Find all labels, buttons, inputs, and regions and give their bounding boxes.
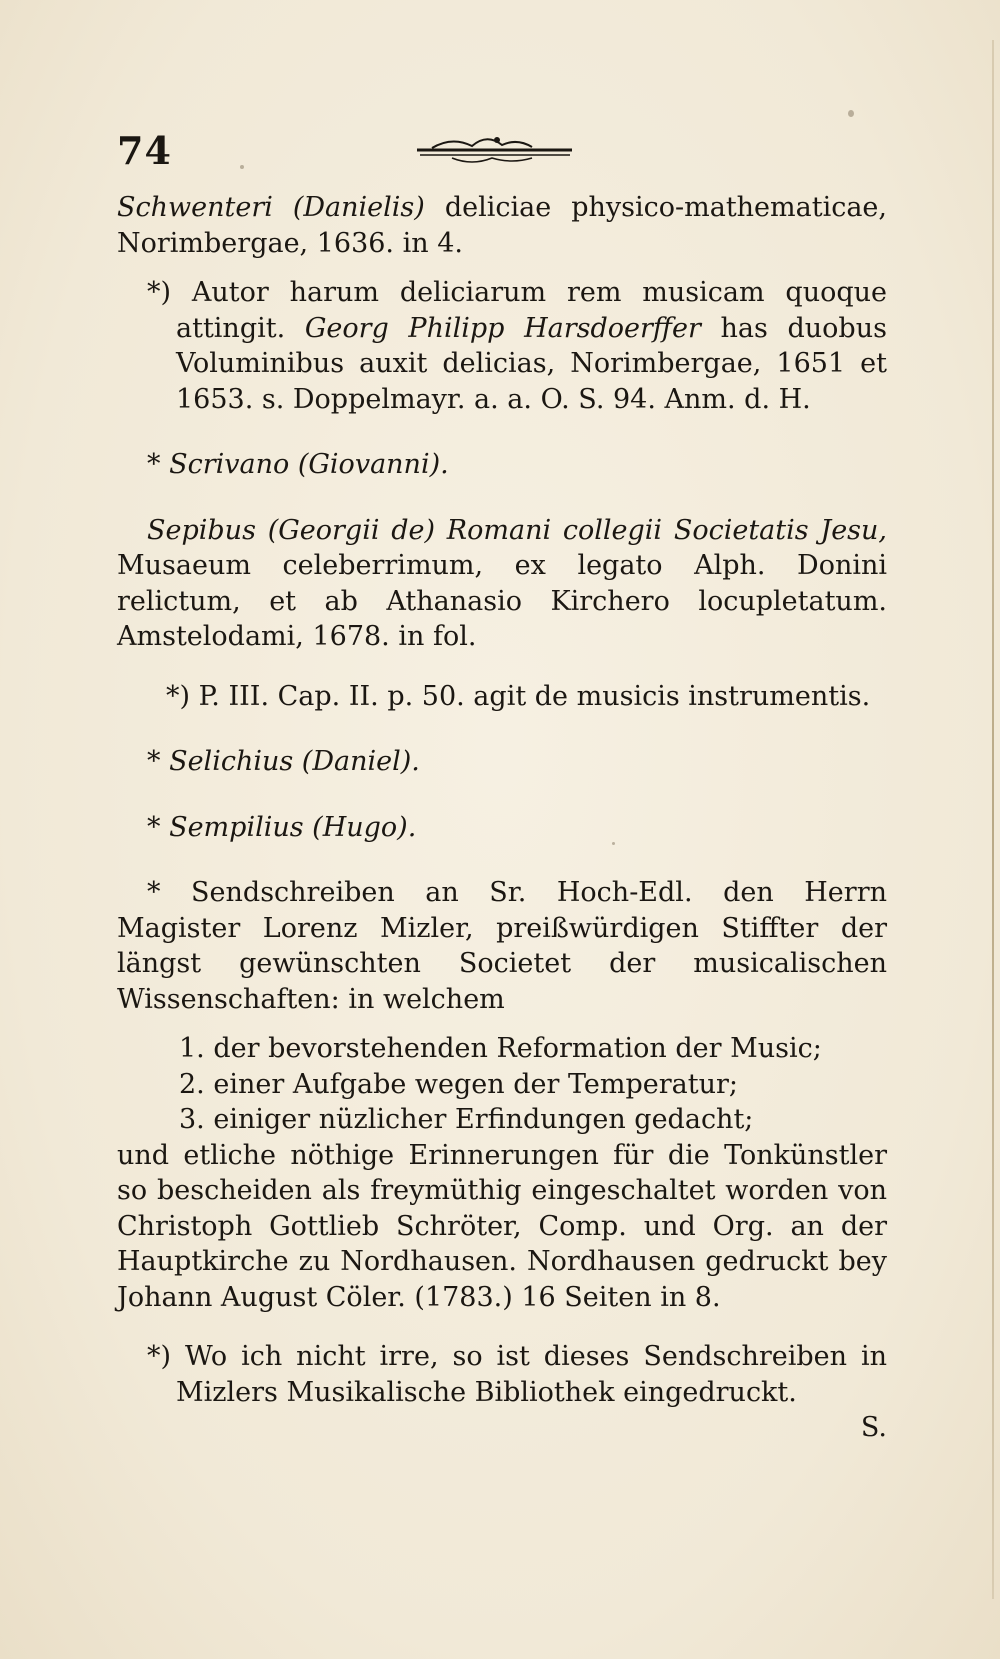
entry-schwenter — [117, 190, 887, 261]
list-item: 3. einiger nüzlicher Erfindungen gedacht; — [179, 1104, 754, 1135]
list-item: 1. der bevorstehenden Reformation der Music; — [179, 1033, 822, 1064]
entry-scrivano: * Scrivano (Giovanni). — [147, 449, 449, 480]
entry-selichius: * Selichius (Daniel). — [147, 746, 420, 777]
entry-text: deliciae physico-mathematicae, Norimbergae, 1636. in 4. — [117, 192, 887, 259]
entry-body: und etliche nöthige Erinnerungen für die Tonkünstler so bescheiden als freymüthig eingeschaltet worden von Christoph Gottlieb Schröter, Comp. und Org. an der Hauptkirche zu Nordhausen. Nordhausen gedruckt bey Johann August Cöler. (1783.) 16 Seiten in 8. — [117, 1139, 887, 1313]
entry-sempilius: * Sempilius (Hugo). — [147, 811, 417, 843]
page-edge — [992, 40, 994, 1599]
entry-sendschreiben: * Sendschreiben an Sr. Hoch-Edl. den Herrn Magister Lorenz Mizler, preißwürdigen Stiffter der längst gewünschten Societet der musicalischen Wissenschaften: in welchem — [117, 877, 887, 1015]
entry-author: Schwenteri (Danielis) — [117, 192, 425, 223]
entry-note: *) Autor harum deliciarum rem musicam quoque attingit. Georg Philipp Harsdoerffer has duobus Voluminibus auxit delicias, Norimbergae, 1651 et 1653. s. Doppelmayr. a. a. O. S. 94. Anm. d. H. — [147, 277, 887, 415]
note-author: Georg Philipp Harsdoerffer — [304, 312, 701, 344]
ink-spot — [848, 110, 854, 117]
list-item: 2. einer Aufgabe wegen der Temperatur; — [179, 1068, 738, 1100]
entry-sepibus — [117, 513, 887, 655]
page-header — [117, 128, 887, 178]
entry-note: *) P. III. Cap. II. p. 50. agit de musicis instrumentis. — [166, 680, 871, 712]
page-content — [117, 190, 887, 1446]
catchword: S. — [860, 1412, 887, 1443]
ornament-rule-icon — [412, 128, 582, 168]
entry-note: *) Wo ich nicht irre, so ist dieses Sendschreiben in Mizlers Musikalische Bibliothek eingedruckt. — [147, 1341, 887, 1408]
entry-author: Sepibus (Georgii de) Romani collegii Societatis Jesu, — [147, 514, 887, 546]
page-number: 74 — [117, 128, 172, 173]
entry-text: Musaeum celeberrimum, ex legato Alph. Donini relictum, et ab Athanasio Kirchero locupletatum. Amstelodami, 1678. in fol. — [117, 550, 887, 652]
